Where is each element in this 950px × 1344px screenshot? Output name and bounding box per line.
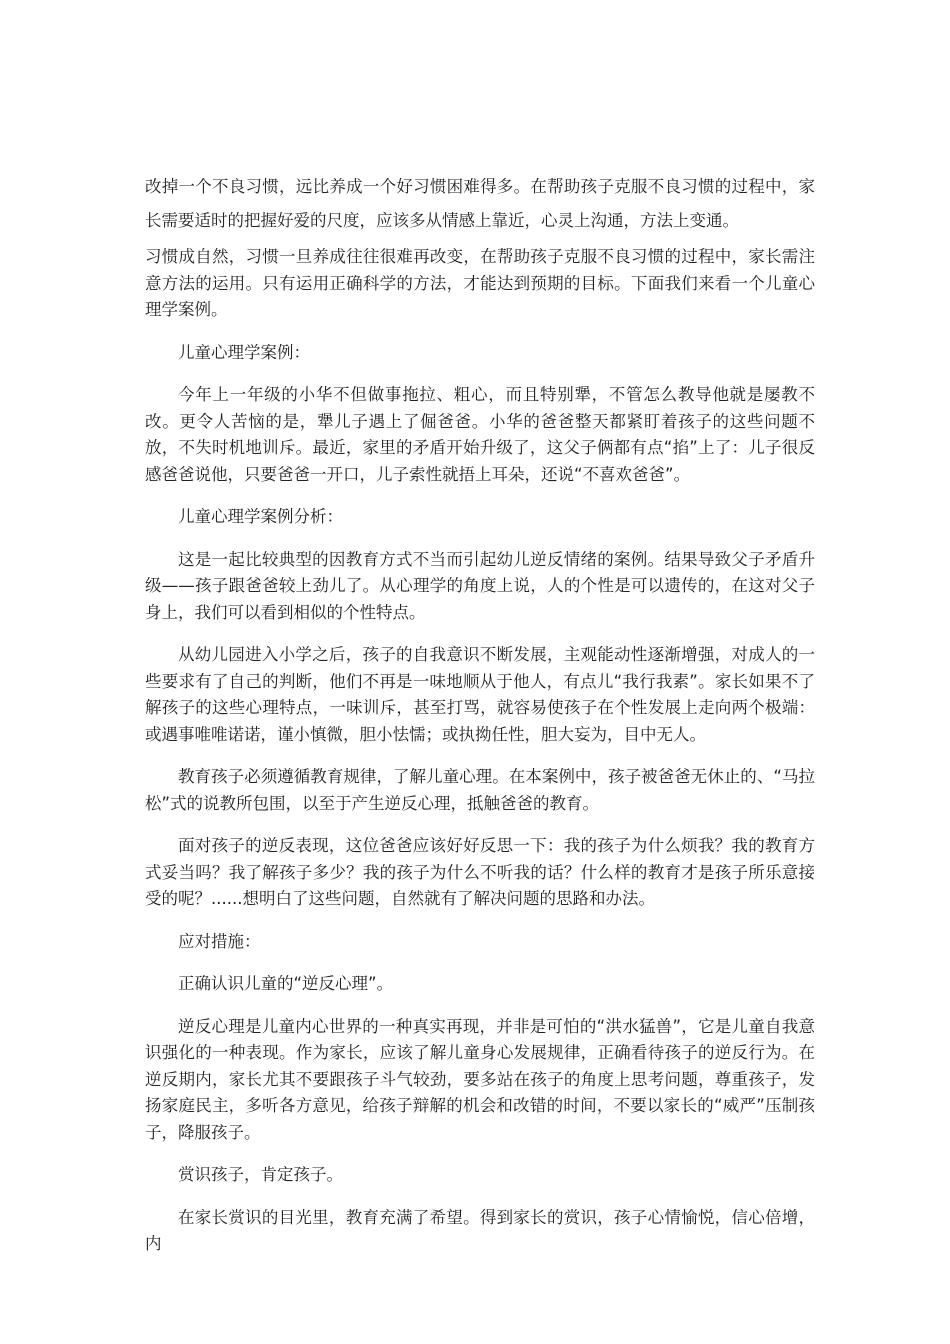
paragraph-analysis-3: 教育孩子必须遵循教育规律，了解儿童心理。在本案例中，孩子被爸爸无休止的、“马拉松”式的说教所包围，以至于产生逆反心理，抵触爸爸的教育。 (145, 767, 815, 813)
paragraph-analysis-1: 这是一起比较典型的因教育方式不当而引起幼儿逆反情绪的案例。结果导致父子矛盾升级——孩子跟爸爸较上劲儿了。从心理学的角度上说，人的个性是可以遗传的，在这对父子身上，我们可以看到相似的个性特点。 (145, 549, 815, 622)
heading-case-analysis: 儿童心理学案例分析： (178, 507, 343, 526)
paragraph-intro: 改掉一个不良习惯，远比养成一个好习惯困难得多。在帮助孩子克服不良习惯的过程中，家长需要适时的把握好爱的尺度，应该多从情感上靠近，心灵上沟通，方法上变通。 (145, 177, 815, 230)
heading-measure-1: 正确认识儿童的“逆反心理”。 (178, 974, 394, 993)
paragraph-analysis-2: 从幼儿园进入小学之后，孩子的自我意识不断发展，主观能动性逐渐增强，对成人的一些要求有了自己的判断，他们不再是一味地顺从于他人，有点儿“我行我素”。家长如果不了解孩子的这些心理特点，一味训斥，甚至打骂，就容易使孩子在个性发展上走向两个极端：或遇事唯唯诺诺，谨小慎微，胆小怯懦；或执拗任性，胆大妄为，目中无人。 (145, 645, 815, 744)
paragraph-case-story: 今年上一年级的小华不但做事拖拉、粗心，而且特别犟，不管怎么教导他就是屡教不改。更令人苦恼的是，犟儿子遇上了倔爸爸。小华的爸爸整天都紧盯着孩子的这些问题不放，不失时机地训斥。最近，家里的矛盾开始升级了，这父子俩都有点“掐”上了：儿子很反感爸爸说他，只要爸爸一开口，儿子索性就捂上耳朵，还说“不喜欢爸爸”。 (145, 385, 815, 484)
paragraph-measure-1: 逆反心理是儿童内心世界的一种真实再现，并非是可怕的“洪水猛兽”，它是儿童自我意识强化的一种表现。作为家长，应该了解儿童身心发展规律，正确看待孩子的逆反行为。在逆反期内，家长尤其不要跟孩子斗气较劲，要多站在孩子的角度上思考问题，尊重孩子，发扬家庭民主，多听各方意见，给孩子辩解的机会和改错的时间，不要以家长的“威严”压制孩子，降服孩子。 (145, 1016, 815, 1142)
heading-measures: 应对措施： (178, 931, 261, 951)
heading-measure-2: 赏识孩子，肯定孩子。 (178, 1165, 343, 1184)
paragraph-analysis-4: 面对孩子的逆反表现，这位爸爸应该好好反思一下：我的孩子为什么烦我？我的教育方式妥当吗？我了解孩子多少？我的孩子为什么不听我的话？什么样的教育才是孩子所乐意接受的呢？......想明白了这些问题，自然就有了解决问题的思路和办法。 (145, 836, 815, 908)
paragraph-habit: 习惯成自然，习惯一旦养成往往很难再改变，在帮助孩子克服不良习惯的过程中，家长需注意方法的运用。只有运用正确科学的方法，才能达到预期的目标。下面我们来看一个儿童心理学案例。 (145, 247, 815, 319)
paragraph-measure-2: 在家长赏识的目光里，教育充满了希望。得到家长的赏识，孩子心情愉悦，信心倍增，内 (145, 1207, 815, 1253)
document-page (145, 170, 815, 1258)
heading-case: 儿童心理学案例： (178, 342, 310, 362)
